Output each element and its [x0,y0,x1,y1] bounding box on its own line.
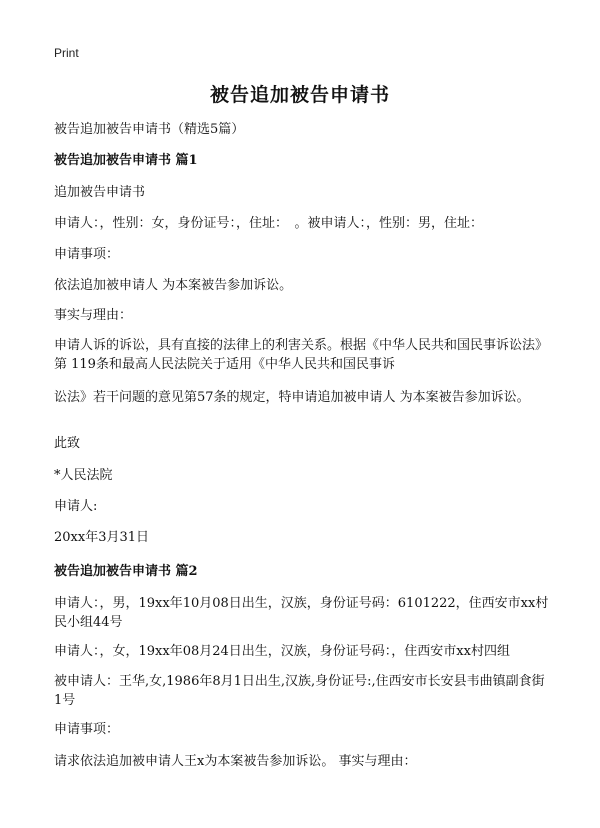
document-date: 20xx年3月31日 [54,530,150,545]
reasons-paragraph-2: 讼法》若干问题的意见第57条的规定，特申请追加被申请人 为本案被告参加诉讼。 [54,390,530,405]
section-heading-part2: 被告追加被告申请书 篇2 [54,564,198,579]
matters-label: 申请事项： [54,247,120,262]
reasons-label: 事实与理由： [54,308,133,323]
section-heading-part1: 被告追加被告申请书 篇1 [54,153,198,168]
matters-reasons-part2: 请求依法追加被申请人王x为本案被告参加诉讼。 事实与理由： [54,754,417,769]
reasons-paragraph-1: 申请人诉的诉讼，具有直接的法律上的利害关系。根据《中华人民共和国民事诉讼法》第 119条和最高人民法院关于适用《中华人民共和国民事诉 [54,338,549,372]
court-name: *人民法院 [54,468,113,483]
parties-line: 申请人：，性别：女，身份证号：，住址： 。被申请人：，性别：男，住址： [54,216,484,231]
print-label: Print [54,46,79,60]
document-title: 被告追加被告申请书 [209,84,390,106]
applicant-1-details: 申请人：，男，19xx年10月08日出生，汉族，身份证号码：6101222，住西安市xx村民小组44号 [54,596,549,630]
applicant-2-details: 申请人：，女，19xx年08月24日出生，汉族，身份证号码：，住西安市xx村四组 [54,644,510,659]
matters-label-part2: 申请事项： [54,722,120,737]
document-subtitle: 被告追加被告申请书（精选5篇） [54,122,245,137]
salutation: 此致 [54,436,81,451]
respondent-details: 被申请人：王华,女,1986年8月1日出生,汉族,身份证号:,住西安市长安县韦曲镇副食街1号 [54,674,545,708]
doc-name: 追加被告申请书 [54,185,146,200]
applicant-signature: 申请人: [54,499,98,514]
matters-text: 依法追加被申请人 为本案被告参加诉讼。 [54,278,293,293]
